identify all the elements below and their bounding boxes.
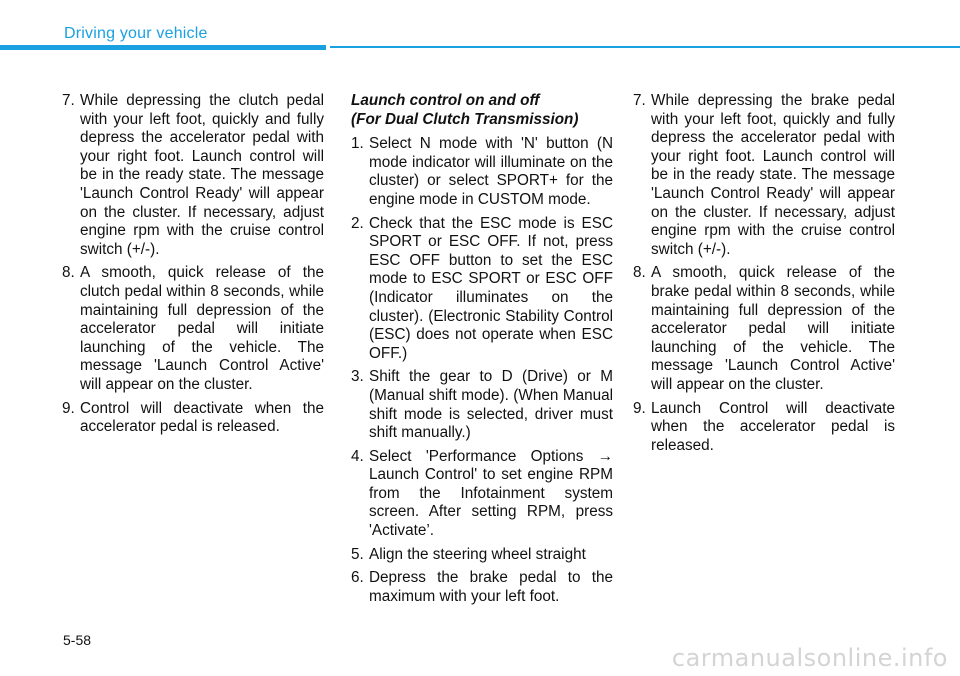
step-number: 8. [62,264,75,282]
list-item [351,569,613,606]
column-left [62,92,324,442]
step-number: 3. [351,368,364,386]
section-title: Driving your vehicle [64,25,208,42]
list-item [351,135,613,209]
step-text: Shift the gear to D (Drive) or M (Manual shift mode). (When Manual shift mode is selected, driver must shift manually.) [369,368,613,442]
manual-clutch-steps-list [62,92,324,437]
column-right [633,92,895,460]
step-text: A smooth, quick release of the brake pedal within 8 seconds, while maintaining full depression of the accelerator pedal will initiate launching of the vehicle. The message 'Launch Control Active' will appear on the cluster. [651,264,895,393]
list-item [62,400,324,437]
step-text: Check that the ESC mode is ESC SPORT or ESC OFF. If not, press ESC OFF button to set the ESC mode to ESC SPORT or ESC OFF (Indicator illuminates on the cluster). (Electronic Stability Control (ESC) does not operate when ESC OFF.) [369,214,613,362]
step-number: 7. [633,92,646,109]
heading-line-2: (For Dual Clutch Transmission) [351,110,579,128]
step-text: While depressing the brake pedal with your left foot, quickly and fully depress the accelerator pedal with your right foot. Launch control will be in the ready state. The message 'Launch Control Ready' will appear on the cluster. If necessary, adjust engine rpm with the cruise control switch (+/-). [651,92,895,258]
list-item [351,448,613,541]
step-text: Select 'Performance Options → Launch Control' to set engine RPM from the Infotainment system screen. After setting RPM, press 'Activate’. [369,447,613,540]
dct-steps-list [351,135,613,606]
column-middle [351,92,613,611]
step-number: 9. [633,399,646,417]
step-text: Launch Control will deactivate when the accelerator pedal is released. [651,399,895,454]
step-text: A smooth, quick release of the clutch pedal within 8 seconds, while maintaining full depression of the accelerator pedal will initiate launching of the vehicle. The message 'Launch Control Active' will appear on the cluster. [80,264,324,393]
list-item [633,264,895,394]
step-text: Depress the brake pedal to the maximum with your left foot. [369,569,613,605]
step-text: Select N mode with 'N' button (N mode indicator will illuminate on the cluster) or select SPORT+ for the engine mode in CUSTOM mode. [369,135,613,208]
step-number: 9. [62,399,75,417]
header-rule-thick [0,45,326,50]
list-item [62,264,324,394]
step-number: 8. [633,264,646,282]
list-item [351,368,613,442]
list-item [633,92,895,259]
list-item [351,215,613,364]
step-text: Control will deactivate when the accelerator pedal is released. [80,399,324,436]
step-text: Align the steering wheel straight [369,545,586,563]
list-item [62,92,324,259]
launch-control-heading [351,92,613,129]
step-number: 6. [351,569,364,587]
header-rule-thin [330,46,960,48]
step-number: 5. [351,545,364,563]
step-number: 7. [62,92,75,109]
step-text: While depressing the clutch pedal with your left foot, quickly and fully depress the accelerator pedal with your right foot. Launch control will be in the ready state. The message 'Launch Control Ready' will appear on the cluster. If necessary, adjust engine rpm with the cruise control switch (+/-). [80,92,324,258]
list-item [351,546,613,565]
step-number: 1. [351,135,364,153]
step-number: 4. [351,447,364,465]
step-number: 2. [351,214,364,232]
page-number: 5-58 [63,632,92,648]
watermark: carmanualsonline.info [671,644,948,672]
dct-steps-continued-list [633,92,895,455]
list-item [633,400,895,456]
heading-line-1: Launch control on and off [351,92,540,109]
